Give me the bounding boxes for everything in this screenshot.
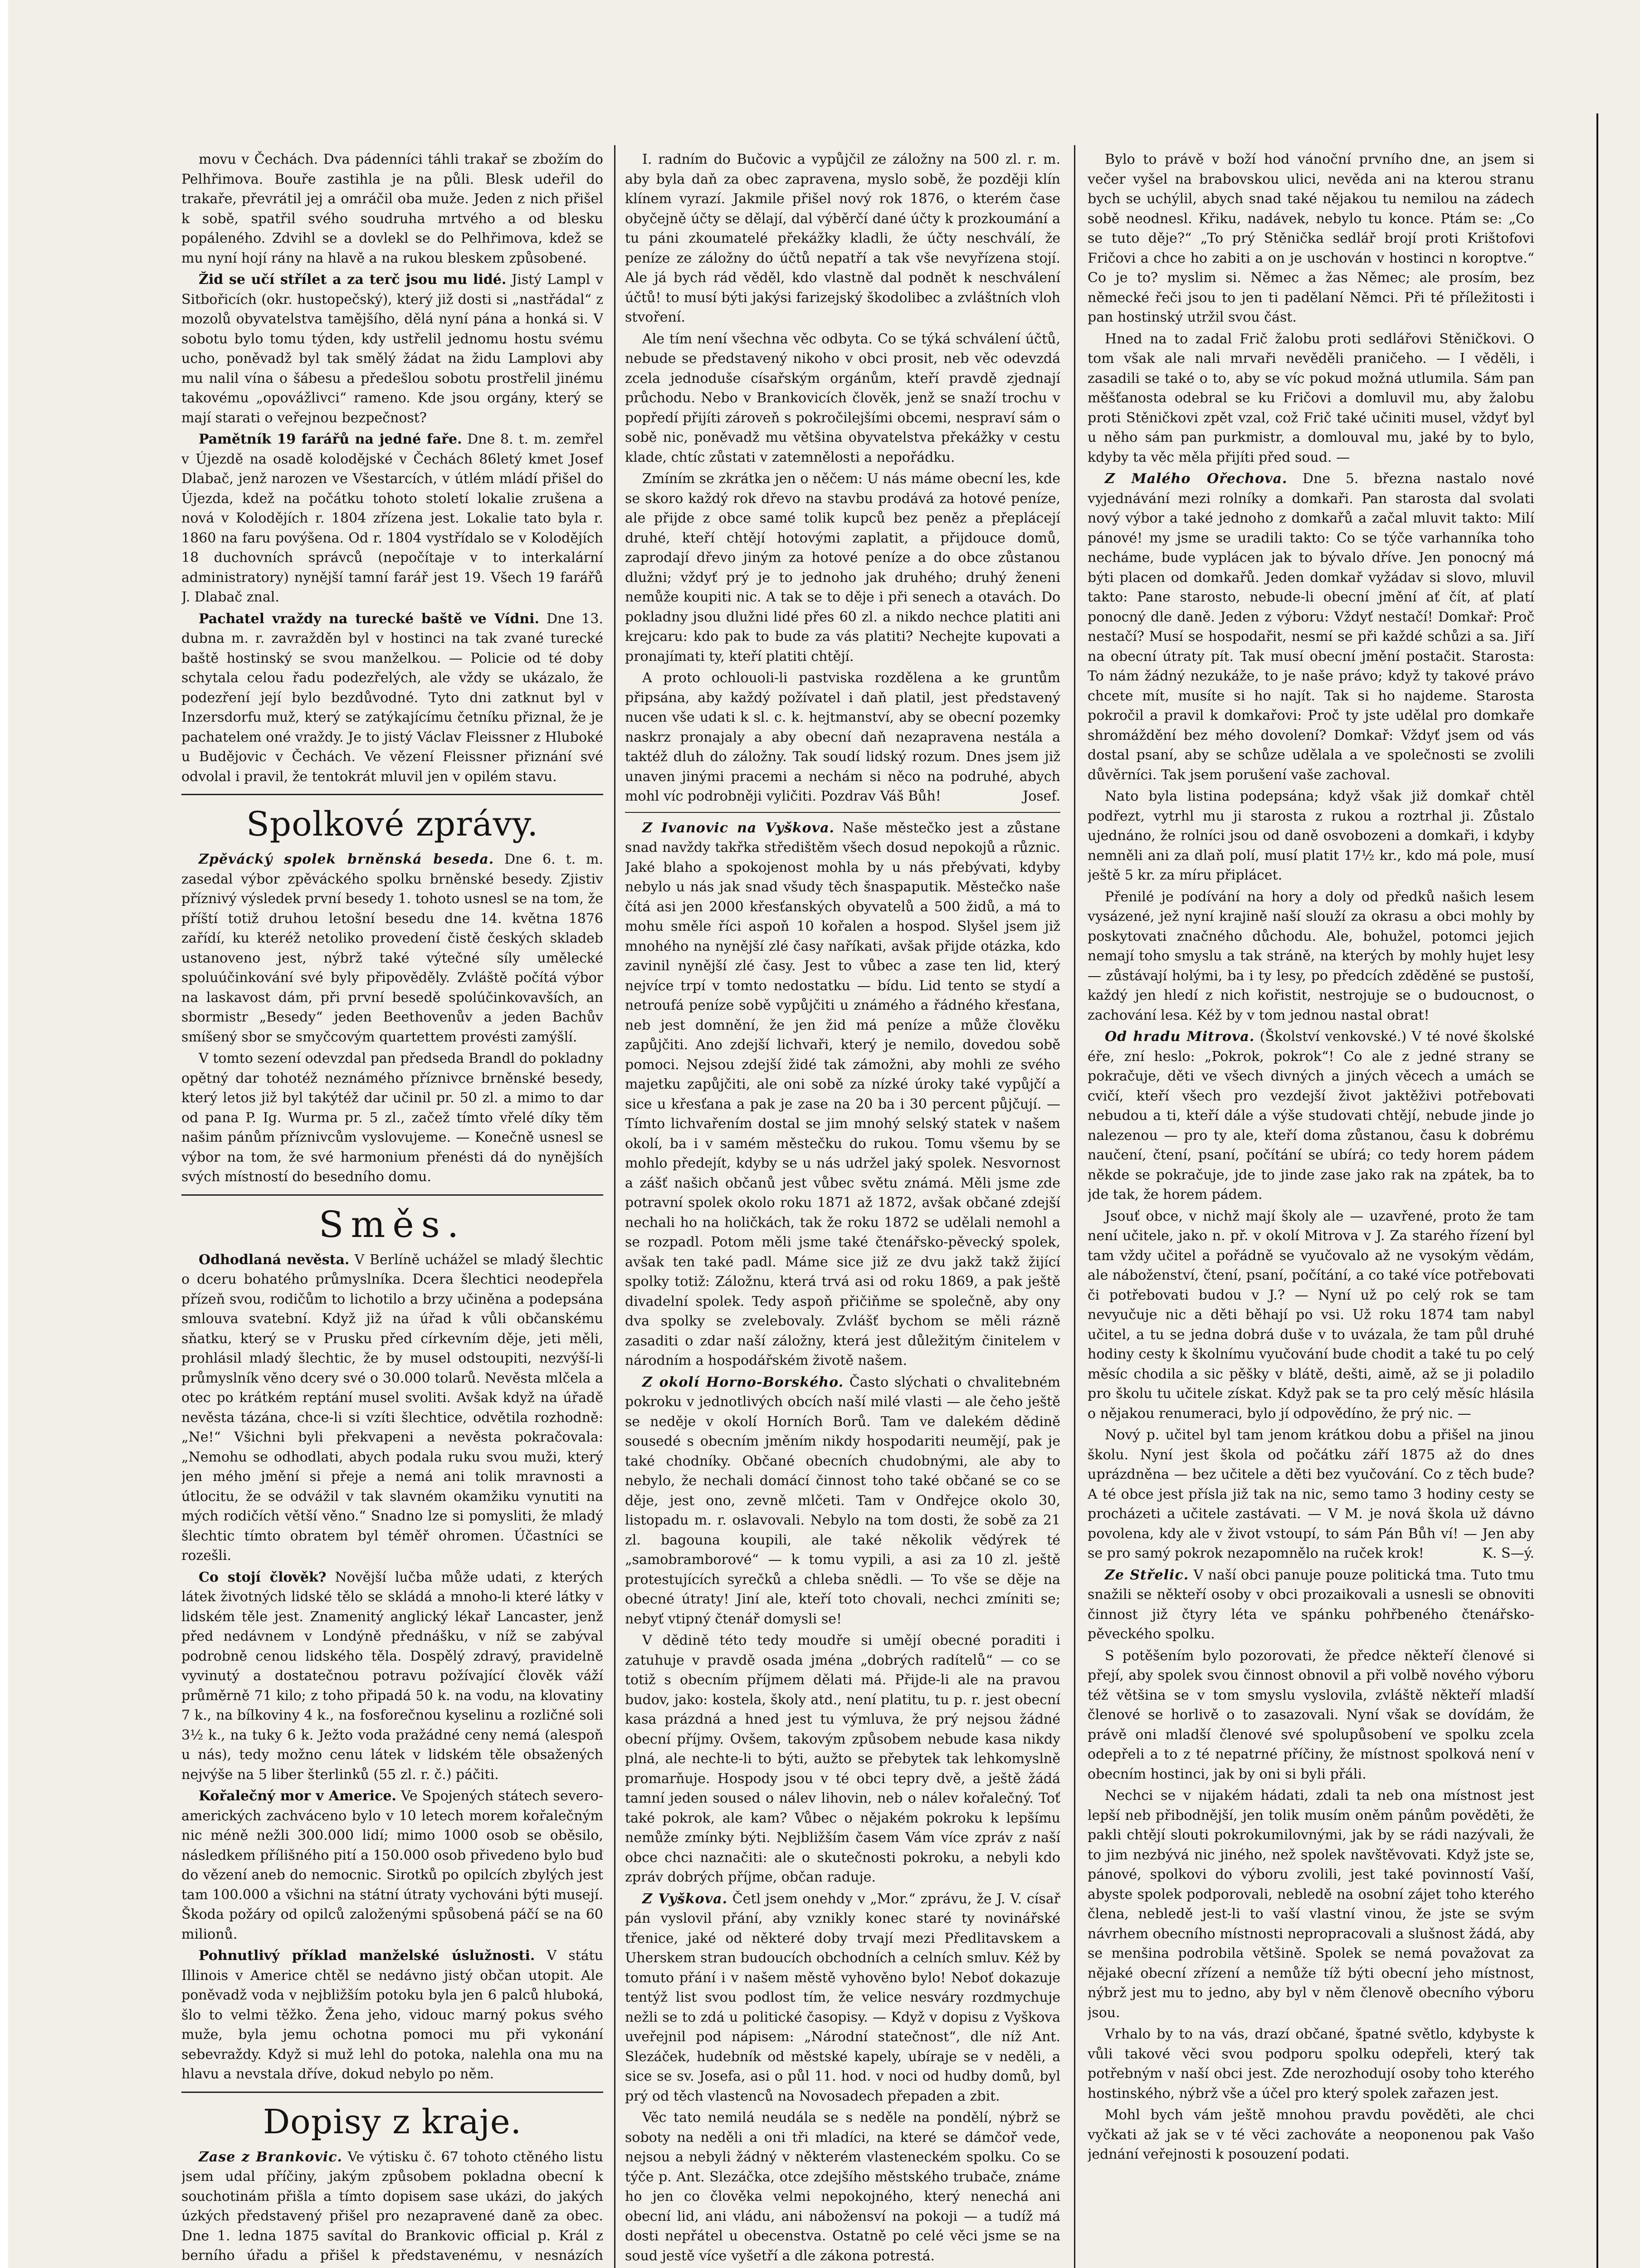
paragraph: Ale tím není všechna věc odbyta. Co se týká schválení účtů, nebude se představený nikoho v obci prosit, neb věc odevzdá zcela jednoduše císařským orgánům, kteří pravdě zjednají průchodu. Nebo v Brankovicích člověk, jenž se snaží trochu v popředí přijíti zároveň s pokročilejšími obcemi, nespraví sám o sobě nic, poněvadž mu většina obyvatelstva překážky v cestu klade, chtíc zůstati v zatemnělosti a nepořádku. (625, 331, 1060, 465)
paragraph: Věc tato nemilá neudála se s neděle na pondělí, nýbrž se soboty na neděli a oni tři mladíci, na které se dámčoř vede, nejsou a nebyli žádný v některém vlasteneckém spolku. Co se týče p. Ant. Slezáčka, otce zdejšího městského trubače, známe ho jen co člověka velmi nepokojného, který nenechá ani obecní lid, ani vládu, ani nábožensví na pokoji — a tudíž má dosti nepřátel u obecenstva. Ostatně po celé věci jsme se na soud jestě více vyšetří a dle zákona potrestá. (625, 2110, 1060, 2264)
article-text: V naší obci panuje pouze politická tma. Tuto tmu snažili se někteří osoby v obci prozaikovali a usnesli se obnoviti činnost již čtyry léta ve spánku pohřbeného čtenářsko-pěveckého spolku. (1088, 1567, 1534, 1642)
article-text: Naše městečko jest a zůstane snad navždy takřka středištěm všech dosud nepokojů a různic. Jaké blaho a spokojenost mohla by u nás přebývati, kdyby nebylo u nás jak snad všudy těch šnaspaputik. Městečko naše čítá asi jen 2000 křesťanských obyvatelů a 500 židů, a má to mohu směle říci aspoň 10 kořalen a hospod. Slyšel jsem již mnohého na nynější zlé časy naříkati, avšak přijde otázka, kdo zavinil nynější zlé časy. Jest to vůbec a zase ten lid, který nejvíce trpí v tomto nedostatku — bídu. Lid tento se stydí a netroufá peníze sobě vypůjčiti u známého a řádného křesťana, neb jest domnění, že jen žid má peníze a může člověku zapůjčiti. Ano zdejší lichvaři, který je nemilo, dovedou sobě pomoci. Nejsou zdejší židé tak zámožni, aby mohli ze svého majetku zapůjčiti, ale oni sobě za nízké úroky také vypůjčí a sice u křesťana a pak je zase na 20 ba i 30 percent půjčují. — Tímto lichvařením dostal se jim mnohý selský statek v našem okolí, ba i v samém městečku do rukou. Tomu všemu by se mohlo předejít, kdyby se u nás udržel jaký spolek. Nesvornost a zášť našich občanů jest vůbec světu známá. Měli jsme zde potravní spolek okolo roku 1871 až 1872, avšak občané zdejší nechali ho na holičkách, tak že roku 1872 se udělali nemohl a se rozpadl. Potom měli jsme také čtenářsko-pěvecký spolek, avšak ten také padl. Máme sice již ze dvu jakž takž žijící spolky totiž: Záložnu, která trvá asi od roku 1869, a pak ještě divadelní spolek. Tedy aspoň přičiňme se společně, aby ony dva spolky se zvelebovaly. Zvlášť bychom se měli rázně zasaditi o zdar naší záložny, která jest důležitým činitelem v národním a hospodářském životě našem. (625, 820, 1060, 1369)
article-title: Žid se učí střílet a za terč jsou mu lidé. (199, 272, 507, 288)
article-title: Zpěvácký spolek brněnská beseda. (199, 851, 494, 867)
signature: Josef. (1023, 788, 1060, 804)
divider (625, 812, 1060, 813)
article (1088, 469, 1534, 785)
paragraph: I. radním do Bučovic a vypůjčil ze záložny na 500 zl. r. m. aby byla daň za obec zapravena, myslo sobě, že později klín klínem vyrazí. Jakmile přišel nový rok 1876, o kterém čase obyčejně účty se dělají, dal výběrčí dané účty k prozkoumání a tu páni zkoumatelé překážky kladli, že účty neschválí, že peníze ze záložny do účtů nepatří a tak vše nevyřízena stojí. Ale já bych rád věděl, kdo vlastně dal podnět k neschválení účtů! to musí býti jakýsi farizejský škodolibec a zvláštních vloh stvoření. (625, 152, 1060, 325)
paragraph: Mohl bych vám ještě mnohou pravdu pověděti, ale chci vyčkati až jak se v té věci zachováte a neoponenou pak Vašo jednání veřejnosti k posouzení podati. (1088, 2107, 1534, 2162)
section-heading-smes: Směs. (318, 1203, 466, 1246)
column-3 (1088, 150, 1534, 2268)
column-rule (614, 145, 615, 2268)
article (625, 1889, 1060, 2107)
paragraph: V dědině této tedy moudře si umějí obecné poraditi i zatuhuje v pravdě osada jména „dobrých radítelů“ — co se totiž s obecním příjmem dělati má. Přijde-li ale na pravou budov, jako: kostela, školy atd., není platitu, tu p. r. jest obecní kasa prázdná a hned jest tu výmluva, že prý nejsou žádné obecní příjmy. Ovšem, takovým způsobem nebude kasa nikdy plná, ale nechte-li to býti, aužto se přebytek tak lehkomyslně promarňuje. Hospody jsou v té obci tepry dvě, a ještě žádá tamní jeden soused o nálev lihovin, neb o nálev kořalečný. Toť také pokrok, ale kam? Vůbec o nějakém pokroku k lepšímu nemůže zmínky býti. Nejbližším časem Vám více zpráv z naší obce chci naznačiti: ale o skutečnosti pokroku, a nebyli kdo zpráv dobrých příjme, občan raduje. (625, 1633, 1060, 1885)
paragraph: V tomto sezení odevzdal pan předseda Brandl do pokladny opětný dar tohotéž neznámého příznivce brněnské besedy, který letos již byl takýtéž dar učinil pr. 50 zl. a mimo to dar od pana P. Ig. Wurma pr. 5 zl., začež tímto vřelé díky těm našim pánům příznivcům vyslovujeme. — Konečně usnesl se výbor na tom, že své harmonium přenésti dá do nynějších svých místností do besedního domu. (181, 1051, 603, 1185)
divider (181, 794, 603, 795)
paragraph: Nechci se v nijakém hádati, zdali ta neb ona místnost jest lepší neb přibodnější, jen tolik musím oněm pánům pověděti, že pakli chtějí slouti pokrokumilovnými, jak by se rádi nazývali, že to jim nezbývá nic jiného, než spolek navštěvovati. Když jste se, pánové, spolkovi do výboru zvolili, jest také povinností Vaší, abyste spolek podporovali, nebledě na osobní zájet toho kterého člena, nebledě jest-li to vaší vlastní vinou, že jste se svým návrhem obecního místnosti nepropracovali a slušnost žádá, aby se menšina podrobila většině. Spolek se nemá považovat za nějaké obecní zřízení a nemůže tíž býti obecní jeho místnost, nýbrž jest mu to jedno, aby byl v něm členově obecního výboru jsou. (1088, 1788, 1534, 2021)
article (181, 609, 603, 787)
article-text: Nový p. učitel byl tam jenom krátkou dobu a přišel na jinou školu. Nyní jest škola od počátku září 1875 až do dnes uprázdněna — bez učitele a děti bez vyučování. Co z těch bude? A té obce jest přísla již tak na nic, semo tamo 3 hodiny cesty se procházeti a učitele zastávati. — V M. je nová škola už dávno povolena, kdy ale v život vstoupí, to sám Pán Bůh ví! — Jen aby se pro samý pokrok nezapomnělo na ruček krok! (1088, 1427, 1534, 1561)
article-title: Ze Střelic. (1105, 1567, 1189, 1583)
article-text: Četl jsem onehdy v „Mor.“ zprávu, že J. V. císař pán vyslovil přání, aby vznikly konec staré ty novinářské třenice, jaké od některé doby trvají mezi Předlitavskem a Uherskem stran budoucích obchodních a celních smluv. Kéž by tomuto přání i v našem městě vyhověno bylo! Neboť dokazuje tentýž list svou podlost tím, že velice nesváry rozdmychuje nežli se to zdá u politické časopisy. — Když v dopisu z Vyškova uveřejnil pod nápisem: „Národní statečnost“, dle níž Ant. Slezáček, hudebník od městské kapely, ubíraje se v neděli, a sice se sv. Josefa, asi o půl 11. hod. v noci od hudby domů, byl prý od těch vlastenců na Novosadech přepaden a zbit. (625, 1891, 1060, 2104)
article (181, 850, 603, 1047)
paragraph: Hned na to zadal Frič žalobu proti sedlářovi Stěničkovi. O tom však ale nali mrvaři nevěděli praničeho. — I věděli, i zasadili se také o to, aby se víc pokud možná utlumila. Sám pan měšťanosta odebral se ku Fričovi a domluvil mu, aby žalobu proti Stěničkovi zpět vzal, což Frič také učiniti musel, vždyť byl u něho sám pan purkmistr, a domlouval mu, jaké by to bylo, kdyby ta věc měla přijíti před soud. — (1088, 331, 1534, 465)
article (181, 2147, 603, 2268)
paragraph: Bylo to právě v boží hod vánoční prvního dne, an jsem si večer vyšel na brabovskou ulici, nevěda ani na kterou stranu bych se uchýlil, abych snad také nějakou tu nemilou na zádech sobě neodnesl. Křiku, nadávek, nebylo tu konce. Ptám se: „Co se tuto děje?“ „To prý Stěnička sedlář brojí proti Krištofovi Fričovi a chce ho zabiti a on je uschován v hostinci n koroptve.“ Co je to? myslim si. Němec a žas Němec; ale prosím, bez německé řeči jsou to jen ti padělaní Němci. Při té příležitosti i pan hostinský utržil svou část. (1088, 152, 1534, 325)
paragraph (625, 668, 1060, 807)
article-title: Co stojí člověk? (199, 1569, 327, 1585)
paragraph: S potěšením bylo pozorovati, že předce někteří členové si přejí, aby spolek svou činnost obnovil a při volbě nového výboru též většina se v tom smyslu vyslovila, zvláště někteří mladší členové se horlivě o to zasazovali. Nyní však se dovídám, že právě oni mladší členové své spolupůsobení ve spolku zcela odepřeli a to z té nepatrné příčiny, že místnost spolková není v obecním hostinci, jak by oni si byli přáli. (1088, 1647, 1534, 1782)
article-title: Z Vyškova. (642, 1891, 728, 1907)
article (625, 1373, 1060, 1629)
paragraph: Jsouť obce, v nichž mají školy ale — uzavřené, proto že tam není učitele, jako n. př. v okolí Mitrova v J. Za starého řízení byl tam vždy učitel a pořádně se vyučovalo až ne vysokým vědám, ale náboženství, čtení, psaní, počítání, a co také více potřebovati či potřebovati budou v J.? — Nyní už po celý rok se tam nevyučuje nic a děti běhají po vsi. Už roku 1874 tam nabyl učitel, a tu se jedna dobrá duše v to uvázala, že tam půl druhé hodiny cesty k školnímu vyučování bude chodit a také tu po celý měsíc chodila a sic pěšky v blátě, dešti, aimě, až se ji poladilo pro školu tu učitele získat. Když pak se ta pro celý měsíc hlásila o nějakou renumeraci, bylo jí odpovědíno, že prý nic. — (1088, 1208, 1534, 1422)
paragraph: Přenilé je podívání na hory a doly od předků našich lesem vysázené, jež nyní krajině naší slouží za okrasu a obci mohly by poskytovati značného důchodu. Ale, bohužel, potomci jejich nemají toho smyslu a tak stráně, na kterých by mohly hujet lesy — zůstávají holými, ba i ty lesy, po předcích zděděné se pustoší, každý jen hledí z nich kořistit, nestrojuje se o budoucnost, o zachování lesa. Kéž by v tom jednou nastal obrat! (1088, 889, 1534, 1023)
article-title: Zase z Brankovic. (199, 2149, 342, 2165)
section-heading-spolkove: Spolkové zprávy. (246, 805, 538, 844)
article-text: Jistý Lampl v Sitbořicích (okr. hustopečský), který již dosti si „nastřádal“ z mozolů obyvatelstva tamějšího, dělá nyní pána a honká si. V sobotu bylo tomu týden, kdy ustřelil jednomu hostu svému ucho, poněvadž byl tak smělý žádat na židu Lamplovi aby mu nalil vína o šábesu a předešlou sobotu prostřelil jinému takovému „opovážlivci“ rameno. Kde jsou orgány, který se mají starati o veřejnou bezpečnost? (181, 272, 603, 426)
article-text: Ve výtisku č. 67 tohoto ctěného listu jsem udal příčiny, jakým způsobem pokladna obecní k souchotinám přišla a tímto dopisem sase ukázi, do jakých úzkých představený přišel pro nezapravené daně za obec. Dne 1. ledna 1875 savítal do Brankovic official p. Král z berního úřadu a přišel k představenému, v nesnázích (181, 2149, 603, 2263)
article-title: Z okolí Horno-Borského. (642, 1374, 844, 1390)
article-title: Od hradu Mitrova. (1105, 1029, 1255, 1045)
article (181, 1250, 603, 1566)
divider (181, 2092, 603, 2093)
article-title: Pohnutlivý příklad manželské úslužnosti. (199, 1948, 535, 1964)
column-2 (625, 150, 1060, 2268)
article-title: Z Ivanovic na Vyškova. (642, 820, 835, 836)
article-text: Novější lučba může udati, z kterých látek životných lidské tělo se skládá a mnoho-li které látky v lidském těle jest. Znamenitý anglický lékař Lancaster, jenž před nedávnem v Londýně přednášku, v níž se zabýval podrobně cenou lidského těla. Dospělý zdravý, pravidelně vyvinutý a dostatečnou potravu požívající člověk váží průměrně 71 kilo; z toho připadá 50 k. na vodu, na klovatiny 7 k., na bílkoviny 4 k., na fosforečnou kyselinu a rozličné soli 3½ k., na tuky 6 k. Ježto voda pražádné ceny nemá (alespoň u nás), tedy možno cenu látek v lidském těle obsažených nejvýše na 5 liber šterlinků (55 zl. r. č.) páčiti. (181, 1569, 603, 1783)
article-text: Dne 6. t. m. zasedal výbor zpěváckého spolku brněnské besedy. Zjistiv příznivý výsledek první besedy 1. tohoto usnesl se na tom, že příští totiž druhou letošní besedu dne 14. května 1876 zařídí, ku kteréž netoliko provedení čistě českých skladeb ustanoveno jest, nýbrž také výtečné síly umělecké spoluúčinkování své byly připověděly. Zvláště počítá výbor na laskavost dám, při první besedě spolúčinkovavších, an sbormistr „Besedy“ jeden Beethovenův a jeden Bachův smíšený sbor se smyčcovým quartettem provésti zamýšlí. (181, 851, 603, 1045)
article (181, 270, 603, 428)
article-text: Dne 5. března nastalo nové vyjednávání mezi rolníky a domkaři. Pan starosta dal svolati nový výbor a také jednoho z domkařů a začal mluvit takto: Milí pánové! my jsme se uradili takto: Co se týče varhanníka toho necháme, bude vyplácen jak to bývalo dříve. Jen ponocný má býti placen od domkařů. Jeden domkař vyžádav si slovo, mluvil takto: Pane starosto, nebude-li obecní jmění ať čít, ať platí ponocný dle daně. Jeden z výboru: Vždyť nestačí! Domkař: Proč nestačí? Musí se hospodařit, nesmí se při každé schůzi a sa. Jiří na obecní útraty pít. Tak musí obecní jmění postačit. Starosta: To nám žádný nezukáže, to je naše právo; když ty takové právo chcete mít, musíte si ho najít. Tak si ho najdeme. Starosta pokročil a pravil k domkařovi: Proč ty jste udělal pro domkaře shromáždění bez mého dovolení? Domkař: Vždyť jsem od vás dostal psaní, aby se schůze udělala a ve společnosti se zvolili důvěrníci. Tak jsem porušení vaše zachoval. (1088, 471, 1534, 783)
signature: K. S—ý. (1482, 1545, 1534, 1561)
section-heading-dopisy: Dopisy z kraje. (263, 2102, 522, 2141)
article-title: Z Malého Ořechova. (1105, 471, 1288, 487)
page-edge (0, 0, 8, 2268)
paragraph: movu v Čechách. Dva pádenníci táhli trakař se zbožím do Pelhřimova. Bouře zastihla je na půli. Blesk udeřil do trakaře, převrátil jej a omráčil oba muže. Jeden z nich přišel k sobě, spatřil svého soudruha mrtvého a od blesku popáleného. Zdvihl se a dovlekl se do Pelhřimova, kdež se mu nyní hojí rány na hlavě a na rukou bleskem způsobené. (181, 152, 603, 266)
article (181, 1786, 603, 1944)
article-title: Odhodlaná nevěsta. (199, 1251, 350, 1268)
article (181, 1568, 603, 1785)
paragraph: Vrhalo by to na vás, drazí občané, špatné světlo, kdybyste k vůli takové věci svou podporu spolku odepřeli, který tak potřebným v naší obci jest. Zde nerozhodují osoby toho kterého hostinského, nýbrž vše a účel pro který spolek zařazen jest. (1088, 2026, 1534, 2102)
article-title: Pachatel vraždy na turecké baště ve Vídni. (199, 611, 540, 627)
column-rule (1074, 145, 1075, 2268)
article-text: (Školství venkovské.) V té nové školské éře, zní heslo: „Pokrok, pokrok“! Co ale z jedné strany se pokračuje, děti ve všech divných a jiných věcech a umách se cvičí, kteří všech pro vezdejší život jaktěživi potřebovati nebudou a ti, kteří dále a výše studovati chtějí, nebude jinde jo nalezenou — pro ty ale, kteří doma zůstanou, času k dobrému naučení, čtení, psaní, počítání se ubírá; co tedy horem pádem někde se pokračuje, jde to jinde zase jako rak na zpátek, ba to jde tak, že horem pádem. (1088, 1029, 1534, 1202)
article (625, 818, 1060, 1371)
article-text: Často slýchati o chvalitebném pokroku v jednotlivých obcích naší milé vlasti — ale čeho ještě se neděje v okolí Horních Borů. Tam ve dalekém dědině sousedé s obecním jměním nikdy hospodariti neumějí, pak je také chodníky. Občané obecních chudobnými, ale aby to nebylo, že nechali domácí činnost toho také občané se co se děje, jest ono, zevně mlčeti. Tam v Ondřejce okolo 30, listopadu m. r. oslavovali. Nebylo na tom dosti, že sobě za 21 zl. bagouna koupili, ale také několik vědýrek té „samobramborové“ — k tomu vypili, a asi za 10 zl. ještě protestujících syrečků a chleba snědli. — To vše se děje na obecné útraty! Jiní ale, kteří toto chovali, nechci zmíniti se; nebyť vtipný čtenář domysli se! (625, 1374, 1060, 1627)
divider (181, 1194, 603, 1196)
paragraph: Zmíním se zkrátka jen o něčem: U nás máme obecní les, kde se skoro každý rok dřevo na stavbu prodává za hotové peníze, ale přijde z obce samé tolik kupců bez peněz a přeplácejí druhé, kteří chtějí hotovými zaplatit, a přijdouce domů, zaprodají dřevo jiným za hotové peníze a do obce zůstanou dlužni; vždyť prý je to jednoho jak druhého; druhý ženeni nemůže koupiti nic. A tak se to děje i při senech a otavách. Do pokladny jsou dlužni lidé přes 60 zl. a nikdo nechce platiti ani krejcaru: kdo pak to bude za vás platiti? Nechejte kupovati a pronajímati ty, kteří platiti chtějí. (625, 471, 1060, 665)
article-text: V státu Illinois v Americe chtěl se nedávno jistý občan utopit. Ale poněvadž voda v nejbližším potoku byla jen 6 palců hluboká, šlo to velmi těžko. Žena jeho, vidouc marný pokus svého muže, byla jemu ochotna pomoci mu při vykonání sebevraždy. Když si muž lehl do potoka, nalehla ona mu na hlavu a nevstala dříve, dokud nebylo po něm. (181, 1948, 603, 2082)
article-text: A proto ochlouoli-li pastviska rozdělena a ke gruntům připsána, aby každý požívatel i daň platil, jest představený nucen vše udati k sl. c. k. hejtmanství, aby se obecní pozemky naskrz pronajaly a aby obecní daň nezapravena nestála a taktéž dluh do záložny. Tak soudí lidský rozum. Dnes jsem již unaven jinými pracemi a nechám si něco na podruhé, abych mohl víc podrobněji vyličiti. Pozdrav Váš Bůh! (625, 670, 1060, 804)
article (181, 1946, 603, 2084)
article (181, 430, 603, 607)
paragraph (1088, 1425, 1534, 1564)
article-title: Kořalečný mor v Americe. (199, 1788, 396, 1804)
article-text: Dne 8. t. m. zemřel v Újezdě na osadě kolodějské v Čechách 86letý kmet Josef Dlabač, jenž narozen ve Všestarcích, v útlém mládí přišel do Újezda, kdež na počátku tohoto století lokalie zrušena a nová v Kolodějích r. 1804 zřízena jest. Lokalie tato byla r. 1860 na faru povýšena. Od r. 1804 vystřídalo se v Kolodějích 18 duchovních správců (nepočítaje v to interkalární administratory) nynější tamní farář jest 19. Všech 19 farářů J. Dlabač znal. (181, 431, 603, 605)
paragraph: Nato byla listina podepsána; když však již domkař chtěl podřezt, vytrhl mu ji starosta z rukou a roztrhal ji. Zůstalo ujednáno, že rolníci jsou od daně osvobozeni a domkaři, i kdyby nemněli ani za dlaň polí, musí platit 17½ kr., kdo má pole, musí ještě 5 kr. za míru připlácet. (1088, 788, 1534, 883)
article-text: Ve Spojených státech severo-amerických zachváceno bylo v 10 letech morem kořalečným nic méně nežli 300.000 lidí; mimo 1000 osob se oběsilo, následkem přílišného pití a 150.000 osob přivedeno bylo buď do vězení aneb do nemocnic. Sirotků po opilcích zbylých jest tam 100.000 a všichni na státní útraty vychováni býti musejí. Škoda požáry od opilců založenými spůsobená páčí se na 60 milionů. (181, 1788, 603, 1942)
article-text: Dne 13. dubna m. r. zavražděn byl v hostinci na tak zvané turecké baště hostinský se svou manželkou. — Policie od té doby schytala celou řadu podezřelých, ale vždy se ukázalo, že podezření její bylo bezdůvodné. Tyto dni zatknut byl v Inzersdorfu muž, který se zatýkajícímu četníku přiznal, že je pachatelem oné vraždy. Je to jistý Václav Fleissner z Hluboké u Budějovic v Čechách. Ve vězení Fleissner přiznání své odvolal i pravil, že tentokrát mluvil jen v opilém stavu. (181, 611, 603, 785)
page-edge (1596, 113, 1598, 2268)
article-text: V Berlíně uchážel se mladý šlechtic o dceru bohatého průmyslníka. Dcera šlechtici neodepřela přízeň svou, rodičům to lichotilo a brzy učiněna a podepsána smlouva svatební. Když již na úřad k vůli občanskému sňatku, který se v Prusku před církevním děje, jeti měli, prohlásil mladý šlechtic, že by musel odstoupiti, nezvýší-li průmyslník věno dcery své o 30.000 tolarů. Nevěsta mlčela a otec po krátkém reptání musel svoliti. Avšak když na úřadě nevěsta tázána, chce-li si vzíti šlechtice, odvětila rozhodně: „Ne!“ Všichni byli překvapeni a nevěsta pokračovala: „Nemohu se odhodlati, abych podala ruku svou muži, který jen mého jmění si přeje a nemá ani tolik mravnosti a útlocitu, že se odvážil v tak slavném okamžiku vynutiti na mých rodičích větší věno.“ Snadno lze si pomysliti, že mladý šlechtic tímto obratem byl téměř ohromen. Účastníci se rozešli. (181, 1251, 603, 1564)
column-1 (181, 150, 603, 2268)
article (1088, 1565, 1534, 1644)
article-title: Pamětník 19 farářů na jedné faře. (199, 431, 462, 447)
article (1088, 1027, 1534, 1205)
